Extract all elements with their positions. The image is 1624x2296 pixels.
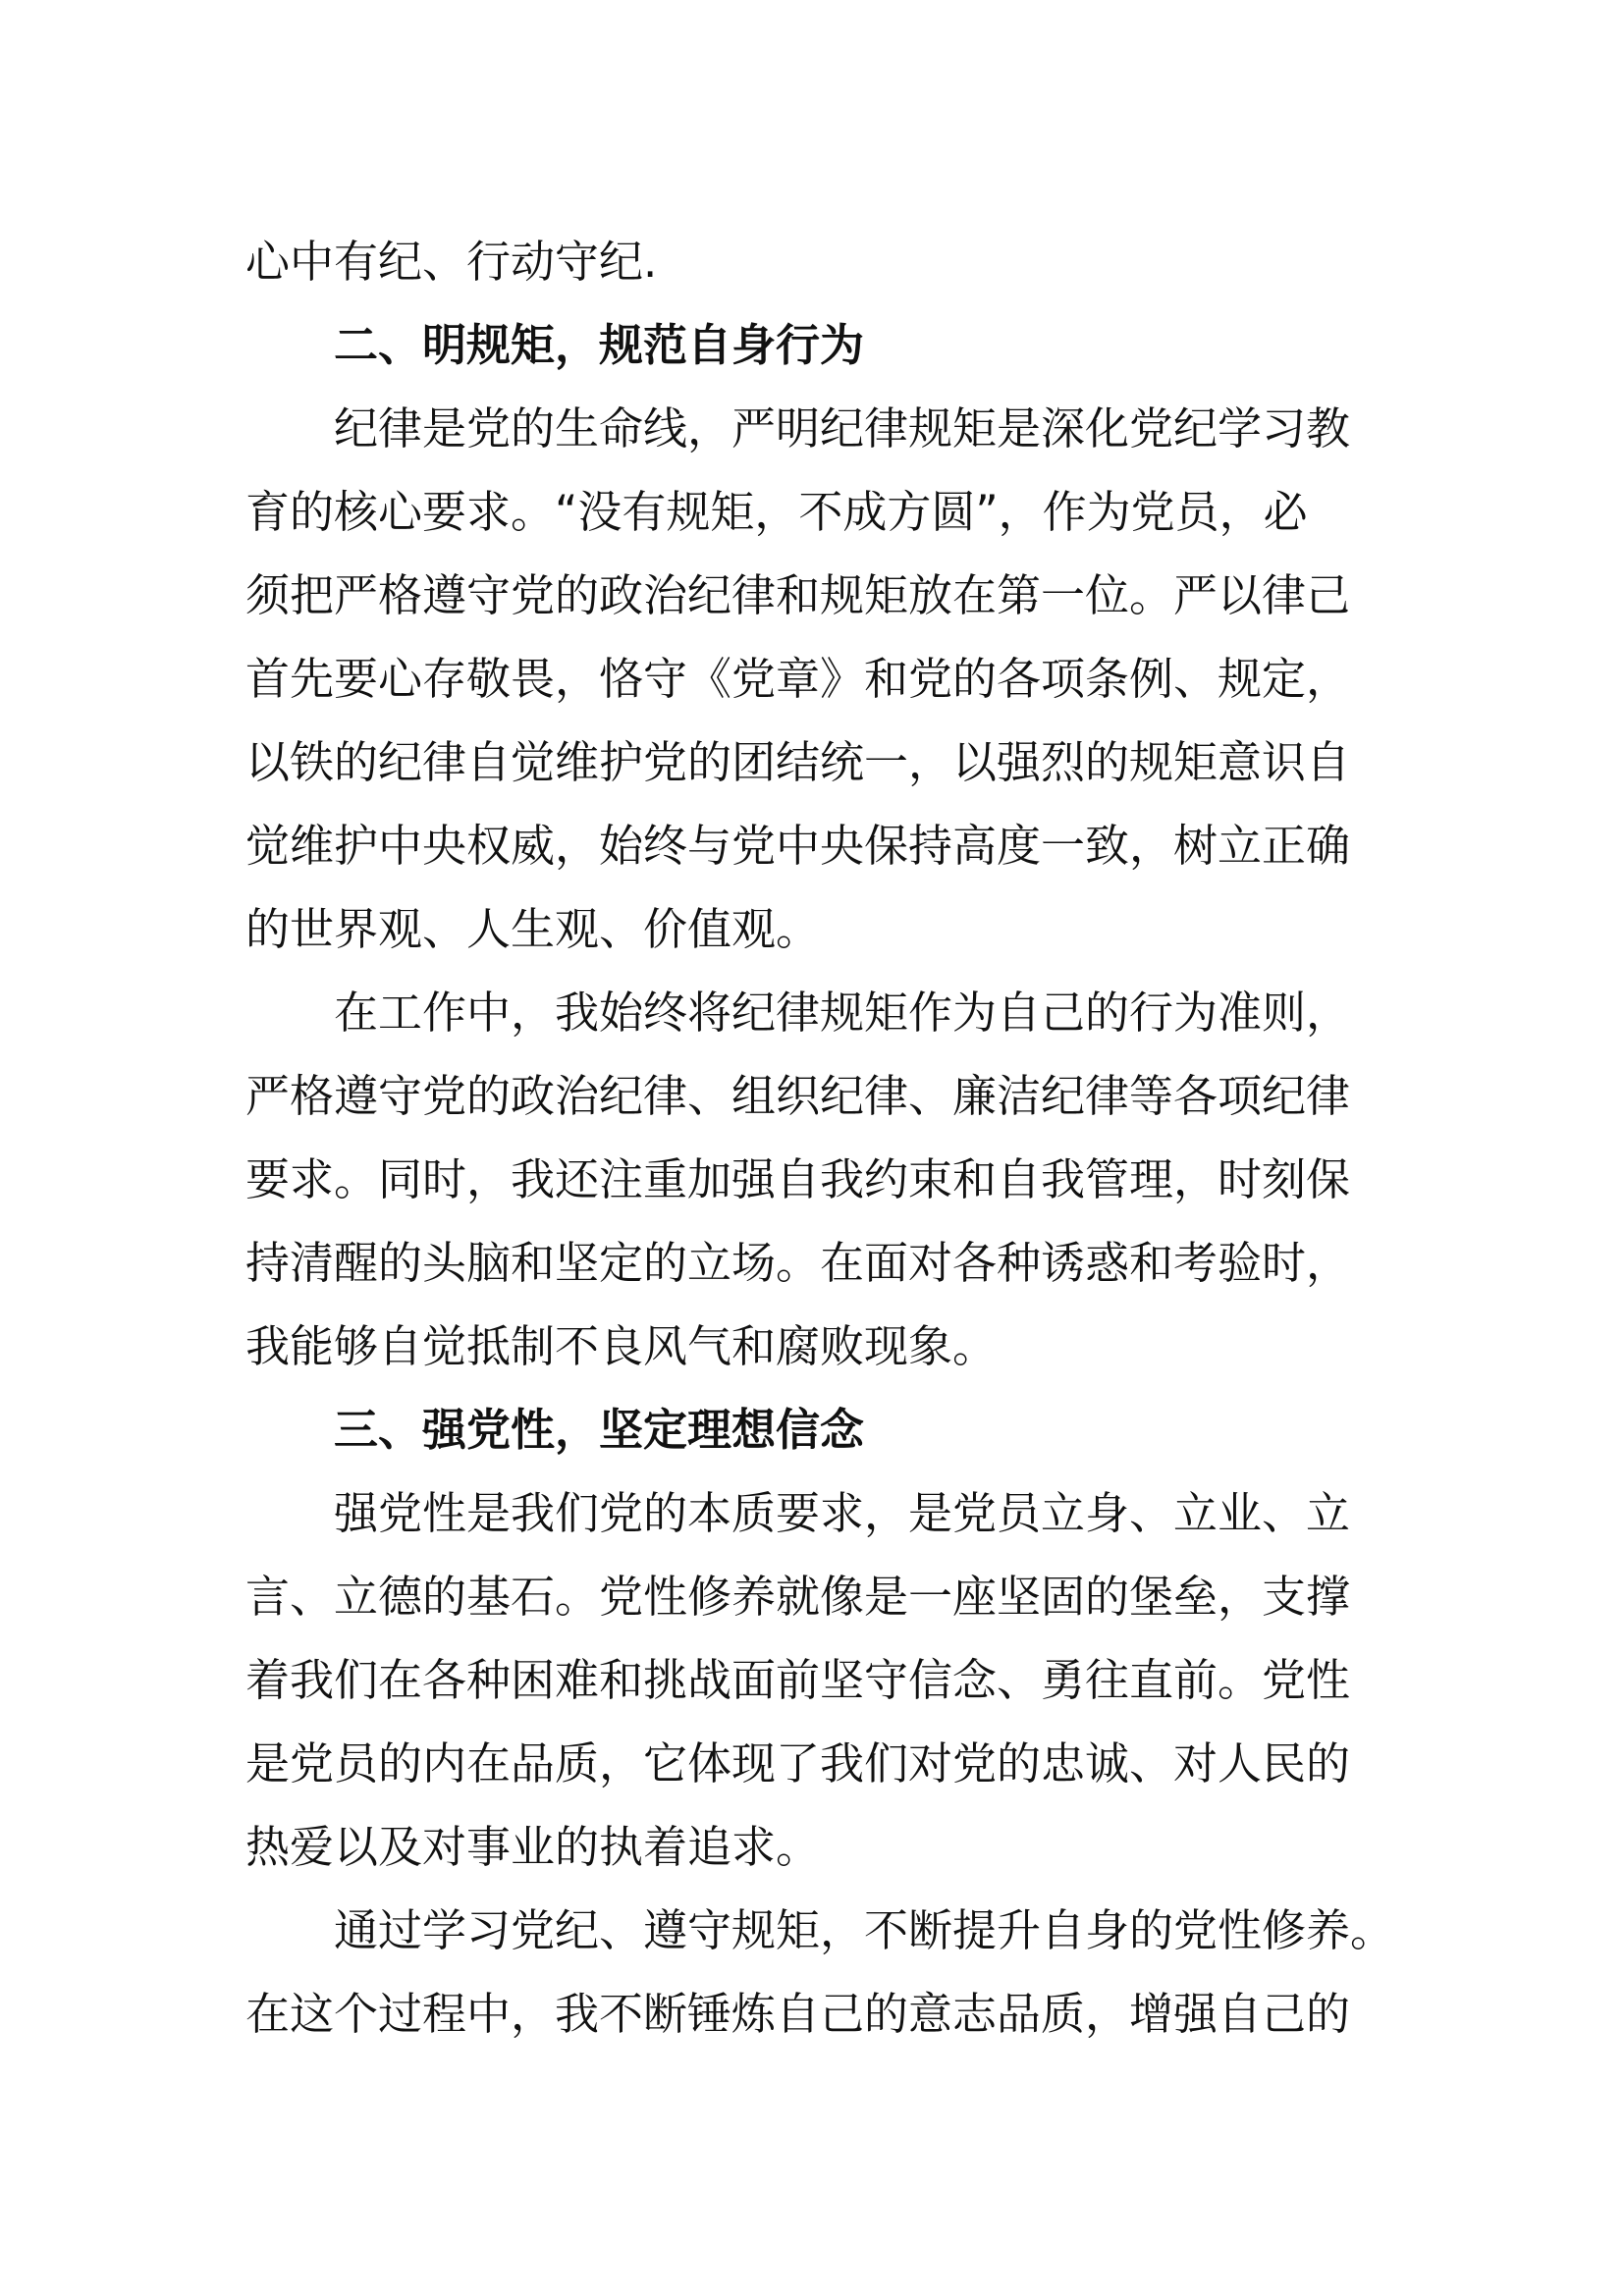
paragraph-line: 以铁的纪律自觉维护党的团结统一，以强烈的规矩意识自	[245, 736, 1351, 788]
paragraph-line: 心中有纪、行动守纪.	[245, 236, 658, 288]
section-heading: 二、明规矩，规范自身行为	[334, 319, 865, 371]
paragraph-line: 觉维护中央权威，始终与党中央保持高度一致，树立正确	[245, 820, 1351, 872]
paragraph-line: 强党性是我们党的本质要求，是党员立身、立业、立	[334, 1487, 1351, 1539]
paragraph-line: 热爱以及对事业的执着追求。	[245, 1821, 821, 1873]
paragraph-line: 要求。同时，我还注重加强自我约束和自我管理，时刻保	[245, 1153, 1351, 1205]
section-heading: 三、强党性，坚定理想信念	[334, 1404, 865, 1456]
paragraph-line: 持清醒的头脑和坚定的立场。在面对各种诱惑和考验时，	[245, 1237, 1351, 1289]
paragraph-line: 的世界观、人生观、价值观。	[245, 903, 821, 955]
paragraph-line: 通过学习党纪、遵守规矩，不断提升自身的党性修养。	[334, 1904, 1395, 1956]
paragraph-line: 我能够自觉抵制不良风气和腐败现象。	[245, 1320, 998, 1372]
paragraph-line: 言、立德的基石。党性修养就像是一座坚固的堡垒，支撑	[245, 1571, 1351, 1623]
paragraph-line: 纪律是党的生命线，严明纪律规矩是深化党纪学习教	[334, 402, 1351, 454]
paragraph-line: 在这个过程中，我不断锤炼自己的意志品质，增强自己的	[245, 1988, 1351, 2040]
paragraph-line: 育的核心要求。“没有规矩，不成方圆”，作为党员，必	[245, 486, 1308, 538]
paragraph-line: 是党员的内在品质，它体现了我们对党的忠诚、对人民的	[245, 1737, 1351, 1789]
paragraph-line: 首先要心存敬畏，恪守《党章》和党的各项条例、规定，	[245, 653, 1351, 705]
paragraph-line: 严格遵守党的政治纪律、组织纪律、廉洁纪律等各项纪律	[245, 1070, 1351, 1122]
paragraph-line: 须把严格遵守党的政治纪律和规矩放在第一位。严以律己	[245, 569, 1351, 621]
paragraph-line: 着我们在各种困难和挑战面前坚守信念、勇往直前。党性	[245, 1654, 1351, 1706]
paragraph-line: 在工作中，我始终将纪律规矩作为自己的行为准则，	[334, 987, 1351, 1039]
